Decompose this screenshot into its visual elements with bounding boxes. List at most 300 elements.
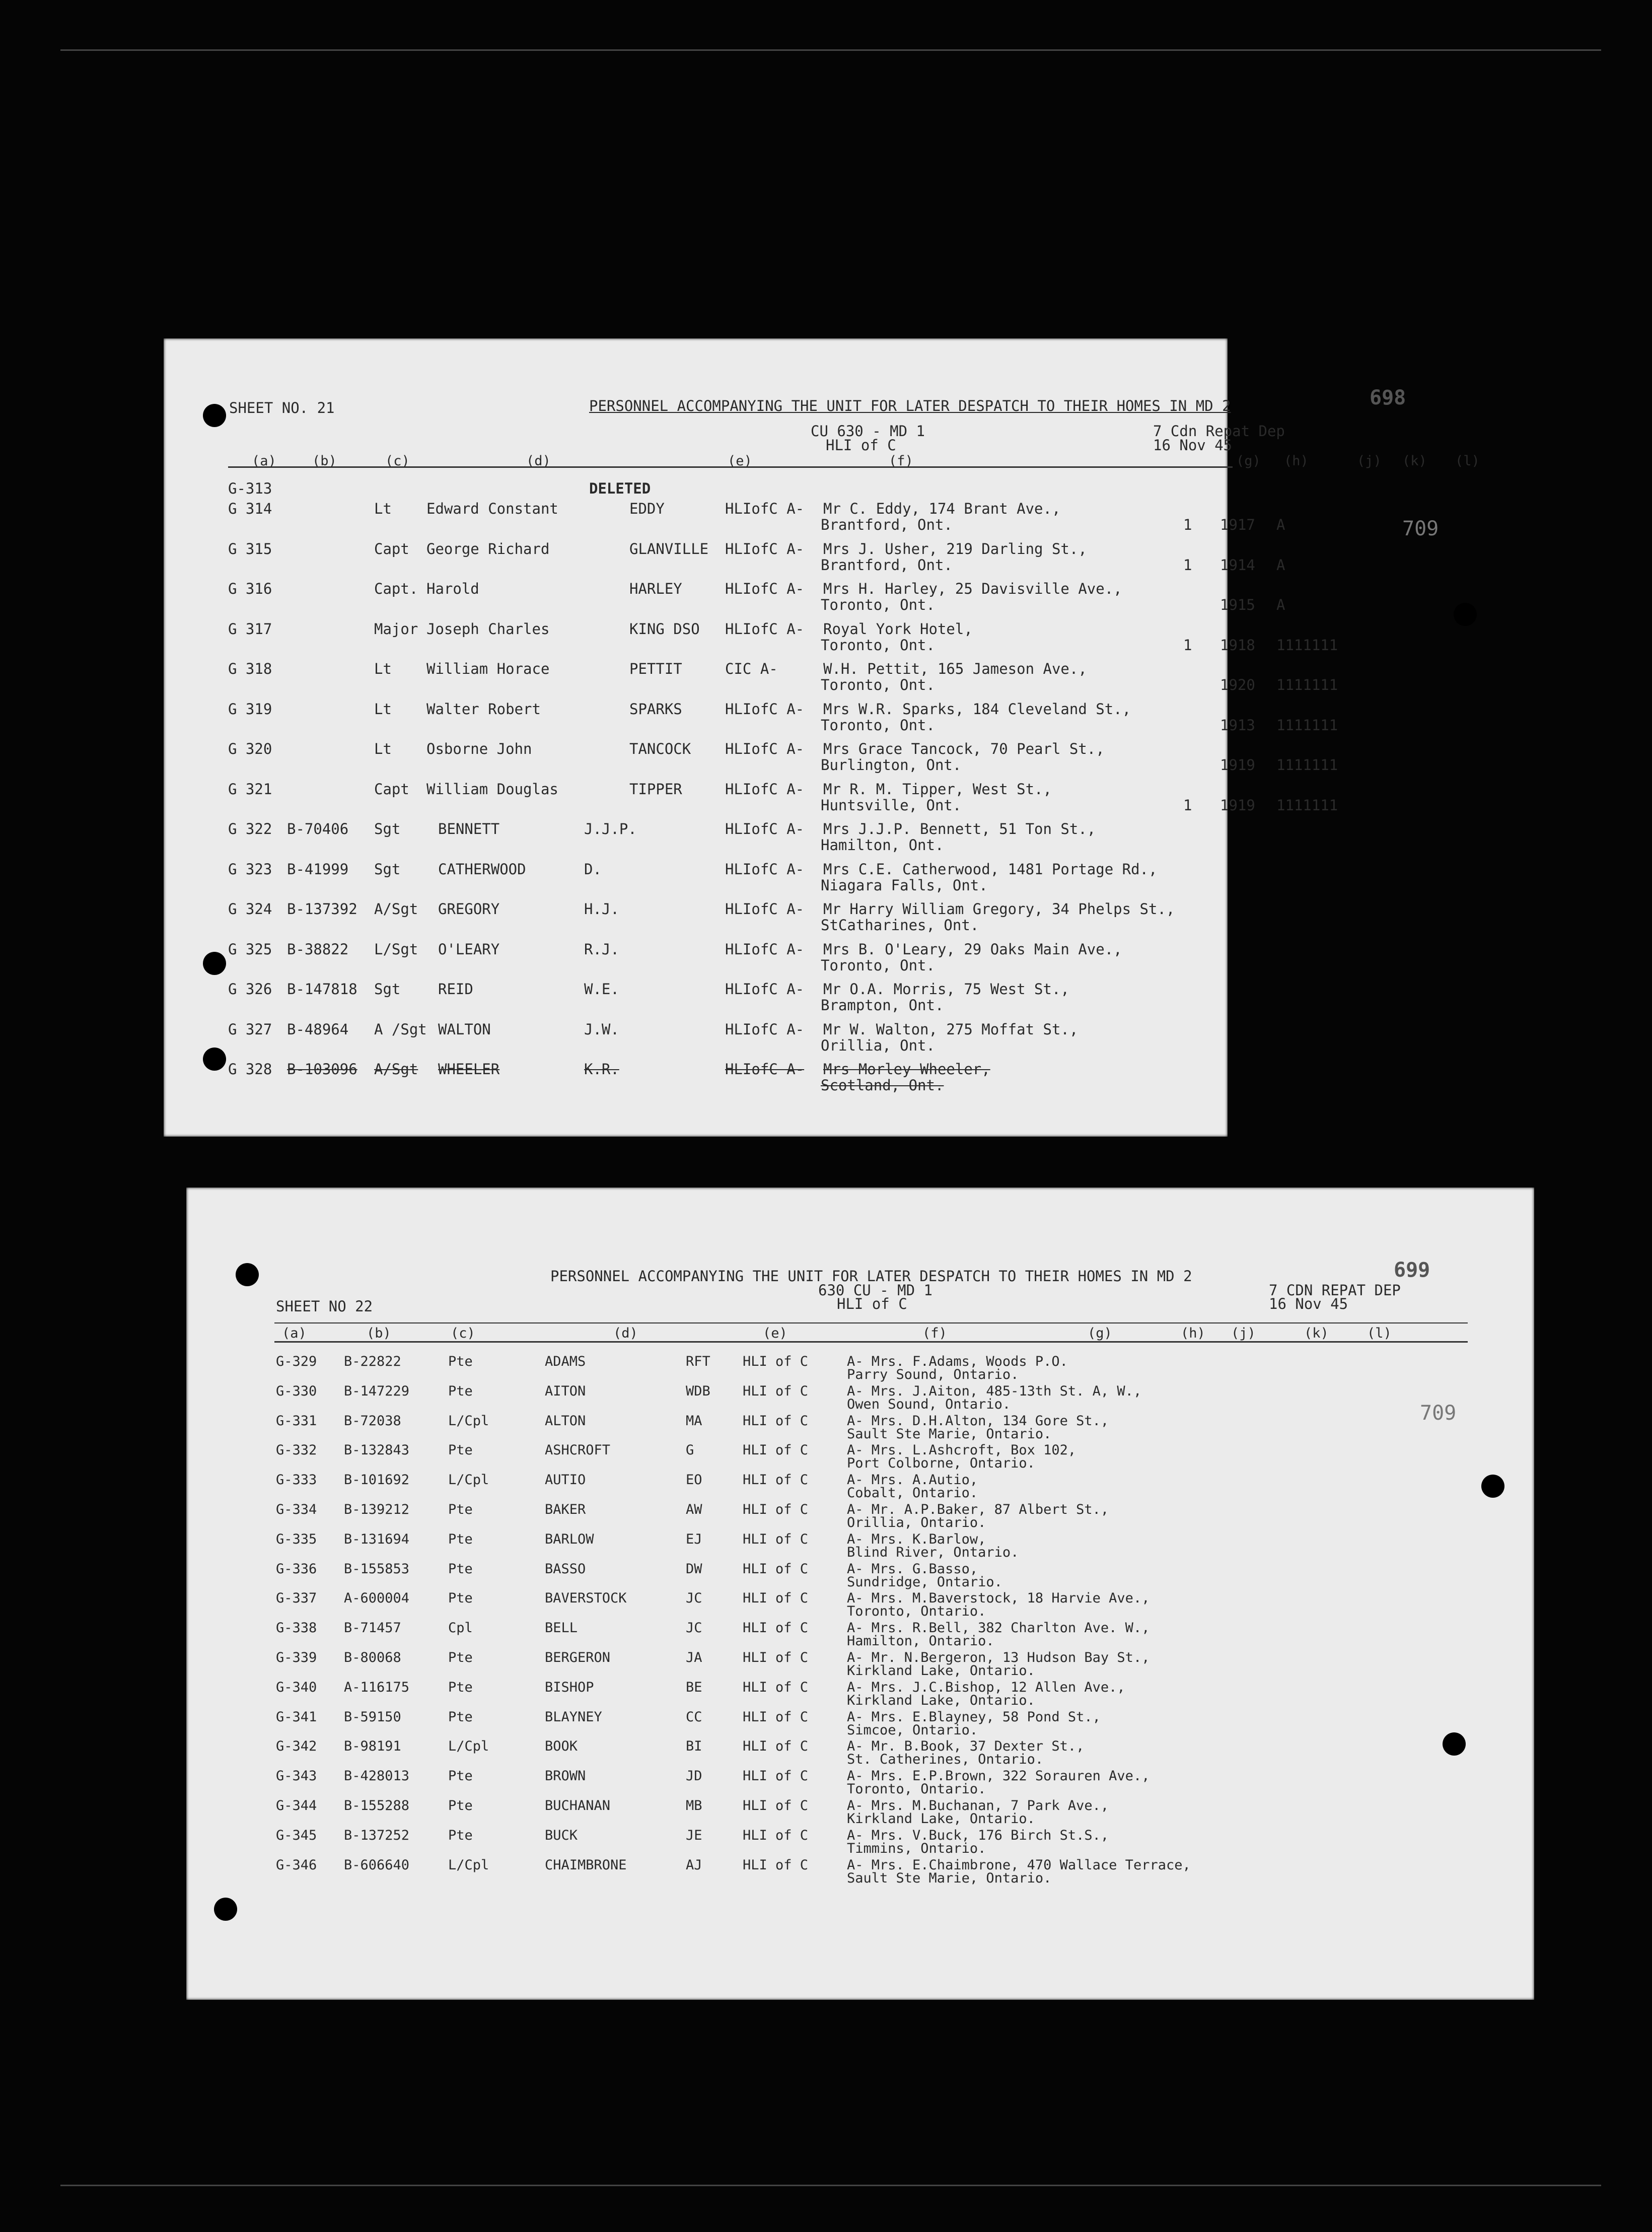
column-header: (f) (922, 1326, 947, 1341)
row-serial: G 315 (228, 540, 272, 557)
row-initials: JA (686, 1650, 702, 1665)
row-next-of-kin-city: Brampton, Ont. (821, 997, 944, 1014)
row-initials: H.J. (584, 900, 619, 918)
row-unit: HLIofC A- (725, 1061, 805, 1078)
row-regimental-number: A-116175 (344, 1679, 410, 1695)
row-unit: HLIofC A- (725, 580, 805, 597)
row-serial: G 320 (228, 740, 272, 757)
column-header: (k) (1304, 1326, 1329, 1341)
column-header: (j) (1357, 453, 1382, 469)
row-next-of-kin-city: Owen Sound, Ontario. (847, 1396, 1011, 1412)
row-regimental-number: B-103096 (287, 1061, 357, 1078)
row-next-of-kin: A- Mr. N.Bergeron, 13 Hudson Bay St., (847, 1650, 1150, 1665)
column-header: (f) (889, 453, 913, 469)
row-initials: JC (686, 1590, 702, 1607)
punch-hole (236, 1263, 259, 1286)
row-given-names: William Horace (426, 660, 550, 677)
row-surname: SPARKS (629, 700, 682, 718)
row-next-of-kin: A- Mrs. V.Buck, 176 Birch St.S., (847, 1827, 1109, 1843)
row-unit: HLIofC A- (725, 620, 805, 638)
column-header: (g) (1088, 1326, 1112, 1341)
row-rank: Pte (448, 1679, 473, 1695)
row-year: 1915 (1220, 596, 1255, 613)
row-initials: WDB (686, 1383, 710, 1399)
row-serial: G-330 (276, 1383, 317, 1399)
row-serial: G 319 (228, 700, 272, 718)
row-given-names: Osborne John (426, 740, 532, 757)
row-next-of-kin: A- Mrs. G.Basso, (847, 1561, 978, 1577)
row-serial: G-336 (276, 1561, 317, 1577)
column-header: (k) (1402, 453, 1427, 469)
row-surname: WHEELER (438, 1061, 500, 1078)
row-next-of-kin: A- Mrs. M.Baverstock, 18 Harvie Ave., (847, 1590, 1150, 1607)
row-initials: K.R. (584, 1061, 619, 1078)
column-header: (l) (1367, 1326, 1392, 1341)
row-surname: EDDY (629, 500, 665, 517)
row-surname: WALTON (438, 1020, 491, 1038)
row-serial: G-343 (276, 1768, 317, 1784)
row-next-of-kin: A- Mrs. D.H.Alton, 134 Gore St., (847, 1413, 1109, 1429)
row-given-names: Joseph Charles (426, 620, 550, 638)
row-code: A (1276, 516, 1285, 533)
page-number: 699 (1394, 1259, 1430, 1282)
row-unit: HLI of C (743, 1561, 809, 1577)
punch-hole (214, 1898, 237, 1921)
column-header: (g) (1236, 453, 1261, 469)
row-unit: HLI of C (743, 1383, 809, 1399)
row-rank: Pte (448, 1798, 473, 1814)
row-surname: TANCOCK (629, 740, 691, 757)
row-next-of-kin-city: Burlington, Ont. (821, 756, 962, 774)
row-code: A (1276, 556, 1285, 574)
row-unit: HLIofC A- (725, 700, 805, 718)
row-regimental-number: B-71457 (344, 1620, 401, 1636)
punch-hole (1443, 1732, 1466, 1756)
row-unit: HLIofC A- (725, 981, 805, 998)
depot-line-1: 7 Cdn Repat Dep (1153, 423, 1285, 440)
row-next-of-kin: Mr W. Walton, 275 Moffat St., (823, 1020, 1079, 1038)
row-next-of-kin-city: Kirkland Lake, Ontario. (847, 1811, 1035, 1827)
row-next-of-kin-city: Toronto, Ont. (821, 676, 935, 693)
row-unit: CIC A- (725, 660, 778, 677)
row-rank: Pte (448, 1354, 473, 1369)
row-regimental-number: B-606640 (344, 1857, 410, 1873)
row-surname: GLANVILLE (629, 540, 709, 557)
row-rank: L/Cpl (448, 1472, 489, 1488)
row-next-of-kin-city: St. Catherines, Ontario. (847, 1752, 1044, 1768)
row-serial: G-313 (228, 480, 272, 497)
row-surname: BELL (545, 1620, 578, 1636)
row-next-of-kin-city: Cobalt, Ontario. (847, 1485, 978, 1501)
row-rank: Pte (448, 1561, 473, 1577)
row-unit: HLI of C (743, 1679, 809, 1695)
row-next-of-kin: A- Mrs. K.Barlow, (847, 1531, 986, 1547)
row-unit: HLIofC A- (725, 780, 805, 798)
row-given-names: Walter Robert (426, 700, 541, 718)
row-initials: MA (686, 1413, 702, 1429)
row-regimental-number: B-41999 (287, 860, 349, 878)
row-unit: HLI of C (743, 1650, 809, 1665)
row-serial: G-346 (276, 1857, 317, 1873)
row-rank: Pte (448, 1531, 473, 1547)
row-unit: HLIofC A- (725, 500, 805, 517)
row-next-of-kin: Mrs J. Usher, 219 Darling St., (823, 540, 1087, 557)
column-header-top-rule (274, 1322, 1468, 1323)
row-surname: HARLEY (629, 580, 682, 597)
row-initials: CC (686, 1709, 702, 1725)
row-next-of-kin: Mrs H. Harley, 25 Davisville Ave., (823, 580, 1122, 597)
row-next-of-kin-city: Toronto, Ont. (821, 716, 935, 734)
row-rank: Major (374, 620, 418, 638)
column-header: (c) (385, 453, 410, 469)
row-next-of-kin: A- Mrs. E.Blayney, 58 Pond St., (847, 1709, 1101, 1725)
row-rank: A/Sgt (374, 1061, 418, 1078)
row-year: 1917 (1220, 516, 1255, 533)
row-unit: HLI of C (743, 1738, 809, 1755)
unit-line-2: HLI of C (837, 1295, 907, 1312)
row-initials: JC (686, 1620, 702, 1636)
row-rank: A /Sgt (374, 1020, 427, 1038)
row-unit: HLI of C (743, 1857, 809, 1873)
depot-line-2: 16 Nov 45 (1269, 1295, 1348, 1312)
row-regimental-number: B-137252 (344, 1827, 410, 1843)
row-year: 1920 (1220, 676, 1255, 693)
row-next-of-kin-city: Toronto, Ontario. (847, 1781, 986, 1797)
row-rank: Lt (374, 660, 392, 677)
unit-line-2: HLI of C (826, 437, 896, 454)
row-serial: G 318 (228, 660, 272, 677)
row-next-of-kin-city: Toronto, Ontario. (847, 1603, 986, 1620)
row-code: 1111111 (1276, 676, 1338, 693)
row-next-of-kin: A- Mrs. F.Adams, Woods P.O. (847, 1354, 1068, 1369)
row-serial: G 324 (228, 900, 272, 918)
column-header: (e) (728, 453, 752, 469)
punch-hole (203, 404, 226, 427)
row-code: A (1276, 596, 1285, 613)
row-next-of-kin: Mrs J.J.P. Bennett, 51 Ton St., (823, 820, 1096, 838)
row-serial: G 325 (228, 940, 272, 958)
row-unit: HLI of C (743, 1413, 809, 1429)
row-next-of-kin-city: Sundridge, Ontario. (847, 1574, 1002, 1590)
row-rank: Sgt (374, 820, 401, 838)
row-rank: L/Cpl (448, 1857, 489, 1873)
row-rank: Capt (374, 540, 409, 557)
row-initials: EJ (686, 1531, 702, 1547)
punch-hole (203, 1048, 226, 1071)
row-code: 1111111 (1276, 716, 1338, 734)
row-unit: HLIofC A- (725, 900, 805, 918)
row-regimental-number: B-101692 (344, 1472, 410, 1488)
row-next-of-kin-city: Kirkland Lake, Ontario. (847, 1692, 1035, 1708)
row-serial: G-335 (276, 1531, 317, 1547)
row-next-of-kin-city: Simcoe, Ontario. (847, 1722, 978, 1738)
row-surname: AUTIO (545, 1472, 586, 1488)
row-unit: HLI of C (743, 1620, 809, 1636)
row-initials: EO (686, 1472, 702, 1488)
row-year: 1919 (1220, 756, 1255, 774)
row-next-of-kin-city: Scotland, Ont. (821, 1077, 944, 1094)
row-serial: G 321 (228, 780, 272, 798)
row-regimental-number: B-80068 (344, 1650, 401, 1665)
row-surname: DELETED (589, 480, 651, 497)
row-next-of-kin-city: Huntsville, Ont. (821, 796, 962, 814)
row-next-of-kin-city: Orillia, Ont. (821, 1036, 935, 1054)
row-next-of-kin-city: Orillia, Ontario. (847, 1515, 986, 1530)
row-count: 1 (1183, 556, 1192, 574)
row-initials: G (686, 1442, 694, 1458)
page-number: 698 (1370, 386, 1406, 409)
row-code: 1111111 (1276, 636, 1338, 654)
sheet-title: PERSONNEL ACCOMPANYING THE UNIT FOR LATER DESPATCH TO THEIR HOMES IN MD 2 (589, 397, 1231, 414)
row-surname: ASHCROFT (545, 1442, 611, 1458)
row-serial: G-345 (276, 1827, 317, 1843)
depot-line-2: 16 Nov 45 (1153, 437, 1233, 454)
row-regimental-number: B-70406 (287, 820, 349, 838)
row-rank: Pte (448, 1442, 473, 1458)
row-rank: Pte (448, 1768, 473, 1784)
row-regimental-number: B-137392 (287, 900, 357, 918)
row-next-of-kin: A- Mrs. A.Autio, (847, 1472, 978, 1488)
row-unit: HLI of C (743, 1827, 809, 1843)
row-initials: R.J. (584, 940, 619, 958)
row-serial: G 322 (228, 820, 272, 838)
row-next-of-kin-city: Kirkland Lake, Ontario. (847, 1663, 1035, 1679)
row-next-of-kin-city: StCatharines, Ont. (821, 917, 979, 934)
row-regimental-number: B-59150 (344, 1709, 401, 1725)
row-initials: MB (686, 1798, 702, 1814)
row-surname: CATHERWOOD (438, 860, 526, 878)
row-year: 1914 (1220, 556, 1255, 574)
row-unit: HLIofC A- (725, 1020, 805, 1038)
punch-hole (1481, 1475, 1504, 1498)
row-given-names: George Richard (426, 540, 550, 557)
row-next-of-kin-city: Parry Sound, Ontario. (847, 1367, 1019, 1382)
row-year: 1913 (1220, 716, 1255, 734)
row-regimental-number: B-428013 (344, 1768, 410, 1784)
row-next-of-kin-city: Port Colborne, Ontario. (847, 1455, 1035, 1472)
row-serial: G-338 (276, 1620, 317, 1636)
row-rank: Lt (374, 700, 392, 718)
row-given-names: William Douglas (426, 780, 558, 798)
row-serial: G-342 (276, 1738, 317, 1755)
row-initials: BI (686, 1738, 702, 1755)
row-serial: G-333 (276, 1472, 317, 1488)
row-next-of-kin: Mr R. M. Tipper, West St., (823, 780, 1052, 798)
row-initials: W.E. (584, 981, 619, 998)
row-next-of-kin-city: Niagara Falls, Ont. (821, 876, 988, 894)
row-code: 1111111 (1276, 796, 1338, 814)
row-year: 1919 (1220, 796, 1255, 814)
row-initials: J.W. (584, 1020, 619, 1038)
row-initials: JE (686, 1827, 702, 1843)
row-code: 1111111 (1276, 756, 1338, 774)
punch-hole (203, 952, 226, 975)
row-regimental-number: B-72038 (344, 1413, 401, 1429)
row-next-of-kin: A- Mrs. L.Ashcroft, Box 102, (847, 1442, 1076, 1458)
row-rank: L/Sgt (374, 940, 418, 958)
sheet-number: SHEET NO. 21 (229, 399, 335, 416)
row-regimental-number: A-600004 (344, 1590, 410, 1607)
row-rank: Sgt (374, 981, 401, 998)
column-header: (e) (763, 1326, 787, 1341)
row-next-of-kin-city: Brantford, Ont. (821, 556, 953, 574)
row-regimental-number: B-155288 (344, 1798, 410, 1814)
column-header: (c) (451, 1326, 475, 1341)
row-next-of-kin: Mrs B. O'Leary, 29 Oaks Main Ave., (823, 940, 1122, 958)
column-header: (b) (367, 1326, 391, 1341)
row-initials: J.J.P. (584, 820, 637, 838)
sheet-number: SHEET NO 22 (276, 1298, 373, 1315)
row-unit: HLI of C (743, 1442, 809, 1458)
column-header: (d) (613, 1326, 638, 1341)
row-regimental-number: B-147229 (344, 1383, 410, 1399)
row-count: 1 (1183, 636, 1192, 654)
row-next-of-kin: Mrs Grace Tancock, 70 Pearl St., (823, 740, 1105, 757)
row-regimental-number: B-22822 (344, 1354, 401, 1369)
row-next-of-kin-city: Toronto, Ont. (821, 596, 935, 613)
row-initials: DW (686, 1561, 702, 1577)
row-unit: HLIofC A- (725, 940, 805, 958)
row-next-of-kin: W.H. Pettit, 165 Jameson Ave., (823, 660, 1087, 677)
row-next-of-kin-city: Hamilton, Ontario. (847, 1633, 994, 1649)
row-year: 1918 (1220, 636, 1255, 654)
row-next-of-kin: Mrs C.E. Catherwood, 1481 Portage Rd., (823, 860, 1158, 878)
row-rank: Pte (448, 1590, 473, 1607)
row-next-of-kin: A- Mrs. E.Chaimbrone, 470 Wallace Terrace, (847, 1857, 1191, 1873)
row-next-of-kin: A- Mrs. E.P.Brown, 322 Sorauren Ave., (847, 1768, 1150, 1784)
row-unit: HLI of C (743, 1354, 809, 1369)
unit-line-1: CU 630 - MD 1 (811, 423, 925, 440)
row-rank: Cpl (448, 1620, 473, 1636)
row-initials: JD (686, 1768, 702, 1784)
row-surname: BISHOP (545, 1679, 594, 1695)
row-initials: AJ (686, 1857, 702, 1873)
row-next-of-kin-city: Sault Ste Marie, Ontario. (847, 1426, 1052, 1442)
row-unit: HLIofC A- (725, 860, 805, 878)
depot-line-1: 7 CDN REPAT DEP (1269, 1282, 1401, 1299)
row-serial: G-340 (276, 1679, 317, 1695)
row-rank: Pte (448, 1650, 473, 1665)
row-unit: HLIofC A- (725, 540, 805, 557)
row-initials: AW (686, 1502, 702, 1517)
row-serial: G 326 (228, 981, 272, 998)
row-surname: BAVERSTOCK (545, 1590, 627, 1607)
row-rank: Capt (374, 780, 409, 798)
top-edge-line (60, 49, 1601, 51)
row-unit: HLI of C (743, 1590, 809, 1607)
row-unit: HLIofC A- (725, 740, 805, 757)
row-serial: G-341 (276, 1709, 317, 1725)
row-rank: Capt. (374, 580, 418, 597)
row-next-of-kin-city: Toronto, Ont. (821, 636, 935, 654)
column-header: (a) (252, 453, 276, 469)
punch-hole (1454, 603, 1477, 626)
stamp-number: 709 (1420, 1402, 1457, 1425)
row-next-of-kin: Mrs Morley Wheeler, (823, 1061, 990, 1078)
column-header: (b) (312, 453, 337, 469)
row-initials: D. (584, 860, 602, 878)
row-surname: CHAIMBRONE (545, 1857, 627, 1873)
row-rank: Pte (448, 1383, 473, 1399)
row-unit: HLI of C (743, 1798, 809, 1814)
row-rank: Pte (448, 1502, 473, 1517)
stamp-number: 709 (1402, 517, 1439, 540)
row-next-of-kin: Mr O.A. Morris, 75 West St., (823, 981, 1069, 998)
row-regimental-number: B-132843 (344, 1442, 410, 1458)
sheet-22 (186, 1188, 1534, 2000)
row-regimental-number: B-98191 (344, 1738, 401, 1755)
row-serial: G-339 (276, 1650, 317, 1665)
row-next-of-kin: Mrs W.R. Sparks, 184 Cleveland St., (823, 700, 1131, 718)
row-next-of-kin: A- Mrs. J.Aiton, 485-13th St. A, W., (847, 1383, 1142, 1399)
row-initials: BE (686, 1679, 702, 1695)
row-surname: ADAMS (545, 1354, 586, 1369)
row-next-of-kin-city: Timmins, Ontario. (847, 1840, 986, 1856)
row-regimental-number: B-147818 (287, 981, 357, 998)
row-next-of-kin-city: Sault Ste Marie, Ontario. (847, 1870, 1052, 1886)
row-initials: RFT (686, 1354, 710, 1369)
row-surname: BLAYNEY (545, 1709, 602, 1725)
row-next-of-kin: A- Mr. A.P.Baker, 87 Albert St., (847, 1502, 1109, 1517)
row-surname: AITON (545, 1383, 586, 1399)
row-next-of-kin: A- Mrs. R.Bell, 382 Charlton Ave. W., (847, 1620, 1150, 1636)
row-rank: L/Cpl (448, 1738, 489, 1755)
row-serial: G 328 (228, 1061, 272, 1078)
sheet-title: PERSONNEL ACCOMPANYING THE UNIT FOR LATER DESPATCH TO THEIR HOMES IN MD 2 (550, 1268, 1192, 1285)
row-surname: KING DSO (629, 620, 700, 638)
unit-line-1: 630 CU - MD 1 (818, 1282, 932, 1299)
row-surname: BERGERON (545, 1650, 611, 1665)
row-regimental-number: B-131694 (344, 1531, 410, 1547)
row-rank: L/Cpl (448, 1413, 489, 1429)
bottom-edge-line (60, 2185, 1601, 2186)
row-next-of-kin: Mr Harry William Gregory, 34 Phelps St., (823, 900, 1175, 918)
column-header: (h) (1284, 453, 1309, 469)
row-surname: BUCK (545, 1827, 578, 1843)
row-rank: Sgt (374, 860, 401, 878)
row-serial: G-334 (276, 1502, 317, 1517)
row-surname: BASSO (545, 1561, 586, 1577)
row-rank: A/Sgt (374, 900, 418, 918)
row-surname: BROWN (545, 1768, 586, 1784)
row-next-of-kin: A- Mrs. J.C.Bishop, 12 Allen Ave., (847, 1679, 1125, 1695)
row-next-of-kin: A- Mrs. M.Buchanan, 7 Park Ave., (847, 1798, 1109, 1814)
row-serial: G 327 (228, 1020, 272, 1038)
row-rank: Lt (374, 500, 392, 517)
row-serial: G-332 (276, 1442, 317, 1458)
column-header: (a) (282, 1326, 307, 1341)
row-serial: G-329 (276, 1354, 317, 1369)
row-serial: G 316 (228, 580, 272, 597)
row-next-of-kin: Mr C. Eddy, 174 Brant Ave., (823, 500, 1061, 517)
row-unit: HLI of C (743, 1709, 809, 1725)
row-rank: Lt (374, 740, 392, 757)
row-surname: BARLOW (545, 1531, 594, 1547)
row-count: 1 (1183, 796, 1192, 814)
row-given-names: Edward Constant (426, 500, 558, 517)
row-next-of-kin-city: Brantford, Ont. (821, 516, 953, 533)
row-unit: HLI of C (743, 1531, 809, 1547)
row-count: 1 (1183, 516, 1192, 533)
row-regimental-number: B-48964 (287, 1020, 349, 1038)
row-unit: HLI of C (743, 1502, 809, 1517)
row-next-of-kin: A- Mr. B.Book, 37 Dexter St., (847, 1738, 1085, 1755)
column-header: (h) (1181, 1326, 1205, 1341)
row-rank: Pte (448, 1709, 473, 1725)
sheet-21 (164, 338, 1480, 1137)
column-header: (d) (526, 453, 551, 469)
row-serial: G 323 (228, 860, 272, 878)
